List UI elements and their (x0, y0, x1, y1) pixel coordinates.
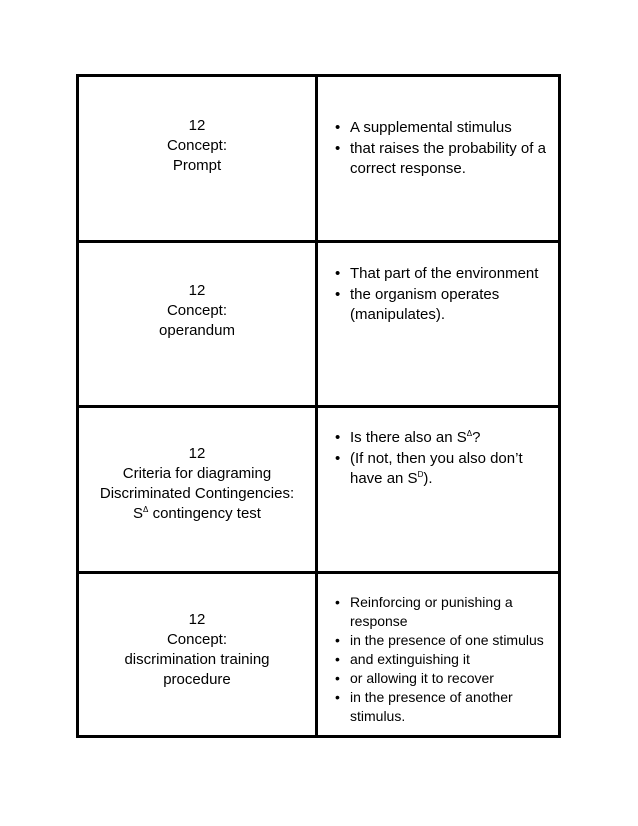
delta-superscript: Δ (466, 429, 473, 438)
card-category: Discriminated Contingencies: (99, 485, 295, 502)
definition-bullet: • the organism operates (manipulates). (318, 285, 558, 325)
definition-bullet: • That part of the environment (318, 264, 558, 284)
term (79, 504, 315, 524)
definition-bullet: • and extinguishing it (318, 650, 558, 669)
card-category: Concept: (166, 302, 228, 319)
card-back (318, 118, 558, 180)
card-back (318, 593, 558, 726)
chapter-number: 12 (188, 282, 206, 299)
s-symbol: S (133, 505, 144, 522)
chapter-number: 12 (188, 611, 206, 628)
card-back (318, 428, 558, 490)
definition-bullet (318, 449, 558, 489)
chapter-number: 12 (188, 117, 206, 134)
chapter-number: 12 (188, 445, 206, 462)
card-category: Concept: (166, 631, 228, 648)
term: operandum (159, 322, 235, 339)
bullet-text: ). (423, 470, 433, 487)
definition-bullet: • that raises the probability of a correct response. (318, 139, 558, 179)
definition-bullet: • A supplemental stimulus (318, 118, 558, 138)
d-superscript: D (417, 470, 424, 479)
definition-bullet: • in the presence of one stimulus (318, 631, 558, 650)
card-front (79, 444, 315, 524)
card-category: Concept: (166, 137, 228, 154)
term: procedure (163, 671, 231, 688)
definition-bullet: • Reinforcing or punishing a response (318, 593, 558, 631)
delta-superscript: Δ (143, 505, 149, 514)
definition-bullet: • in the presence of another stimulus. (318, 688, 558, 726)
bullet-text: (If not, then you also don’t have an S (350, 450, 523, 487)
definition-bullet: • or allowing it to recover (318, 669, 558, 688)
card-category: Criteria for diagraming (122, 465, 272, 482)
term-text: contingency test (152, 505, 261, 522)
card-front (79, 281, 315, 341)
card-back (318, 264, 558, 326)
bullet-text: Is there also an S (350, 429, 467, 446)
card-front (79, 610, 315, 690)
bullet-text: ? (472, 429, 481, 446)
term: discrimination training (124, 651, 270, 668)
row-divider (76, 571, 561, 574)
definition-bullet (318, 428, 558, 448)
term: Prompt (172, 157, 222, 174)
card-front (79, 116, 315, 176)
row-divider (76, 405, 561, 408)
row-divider (76, 240, 561, 243)
